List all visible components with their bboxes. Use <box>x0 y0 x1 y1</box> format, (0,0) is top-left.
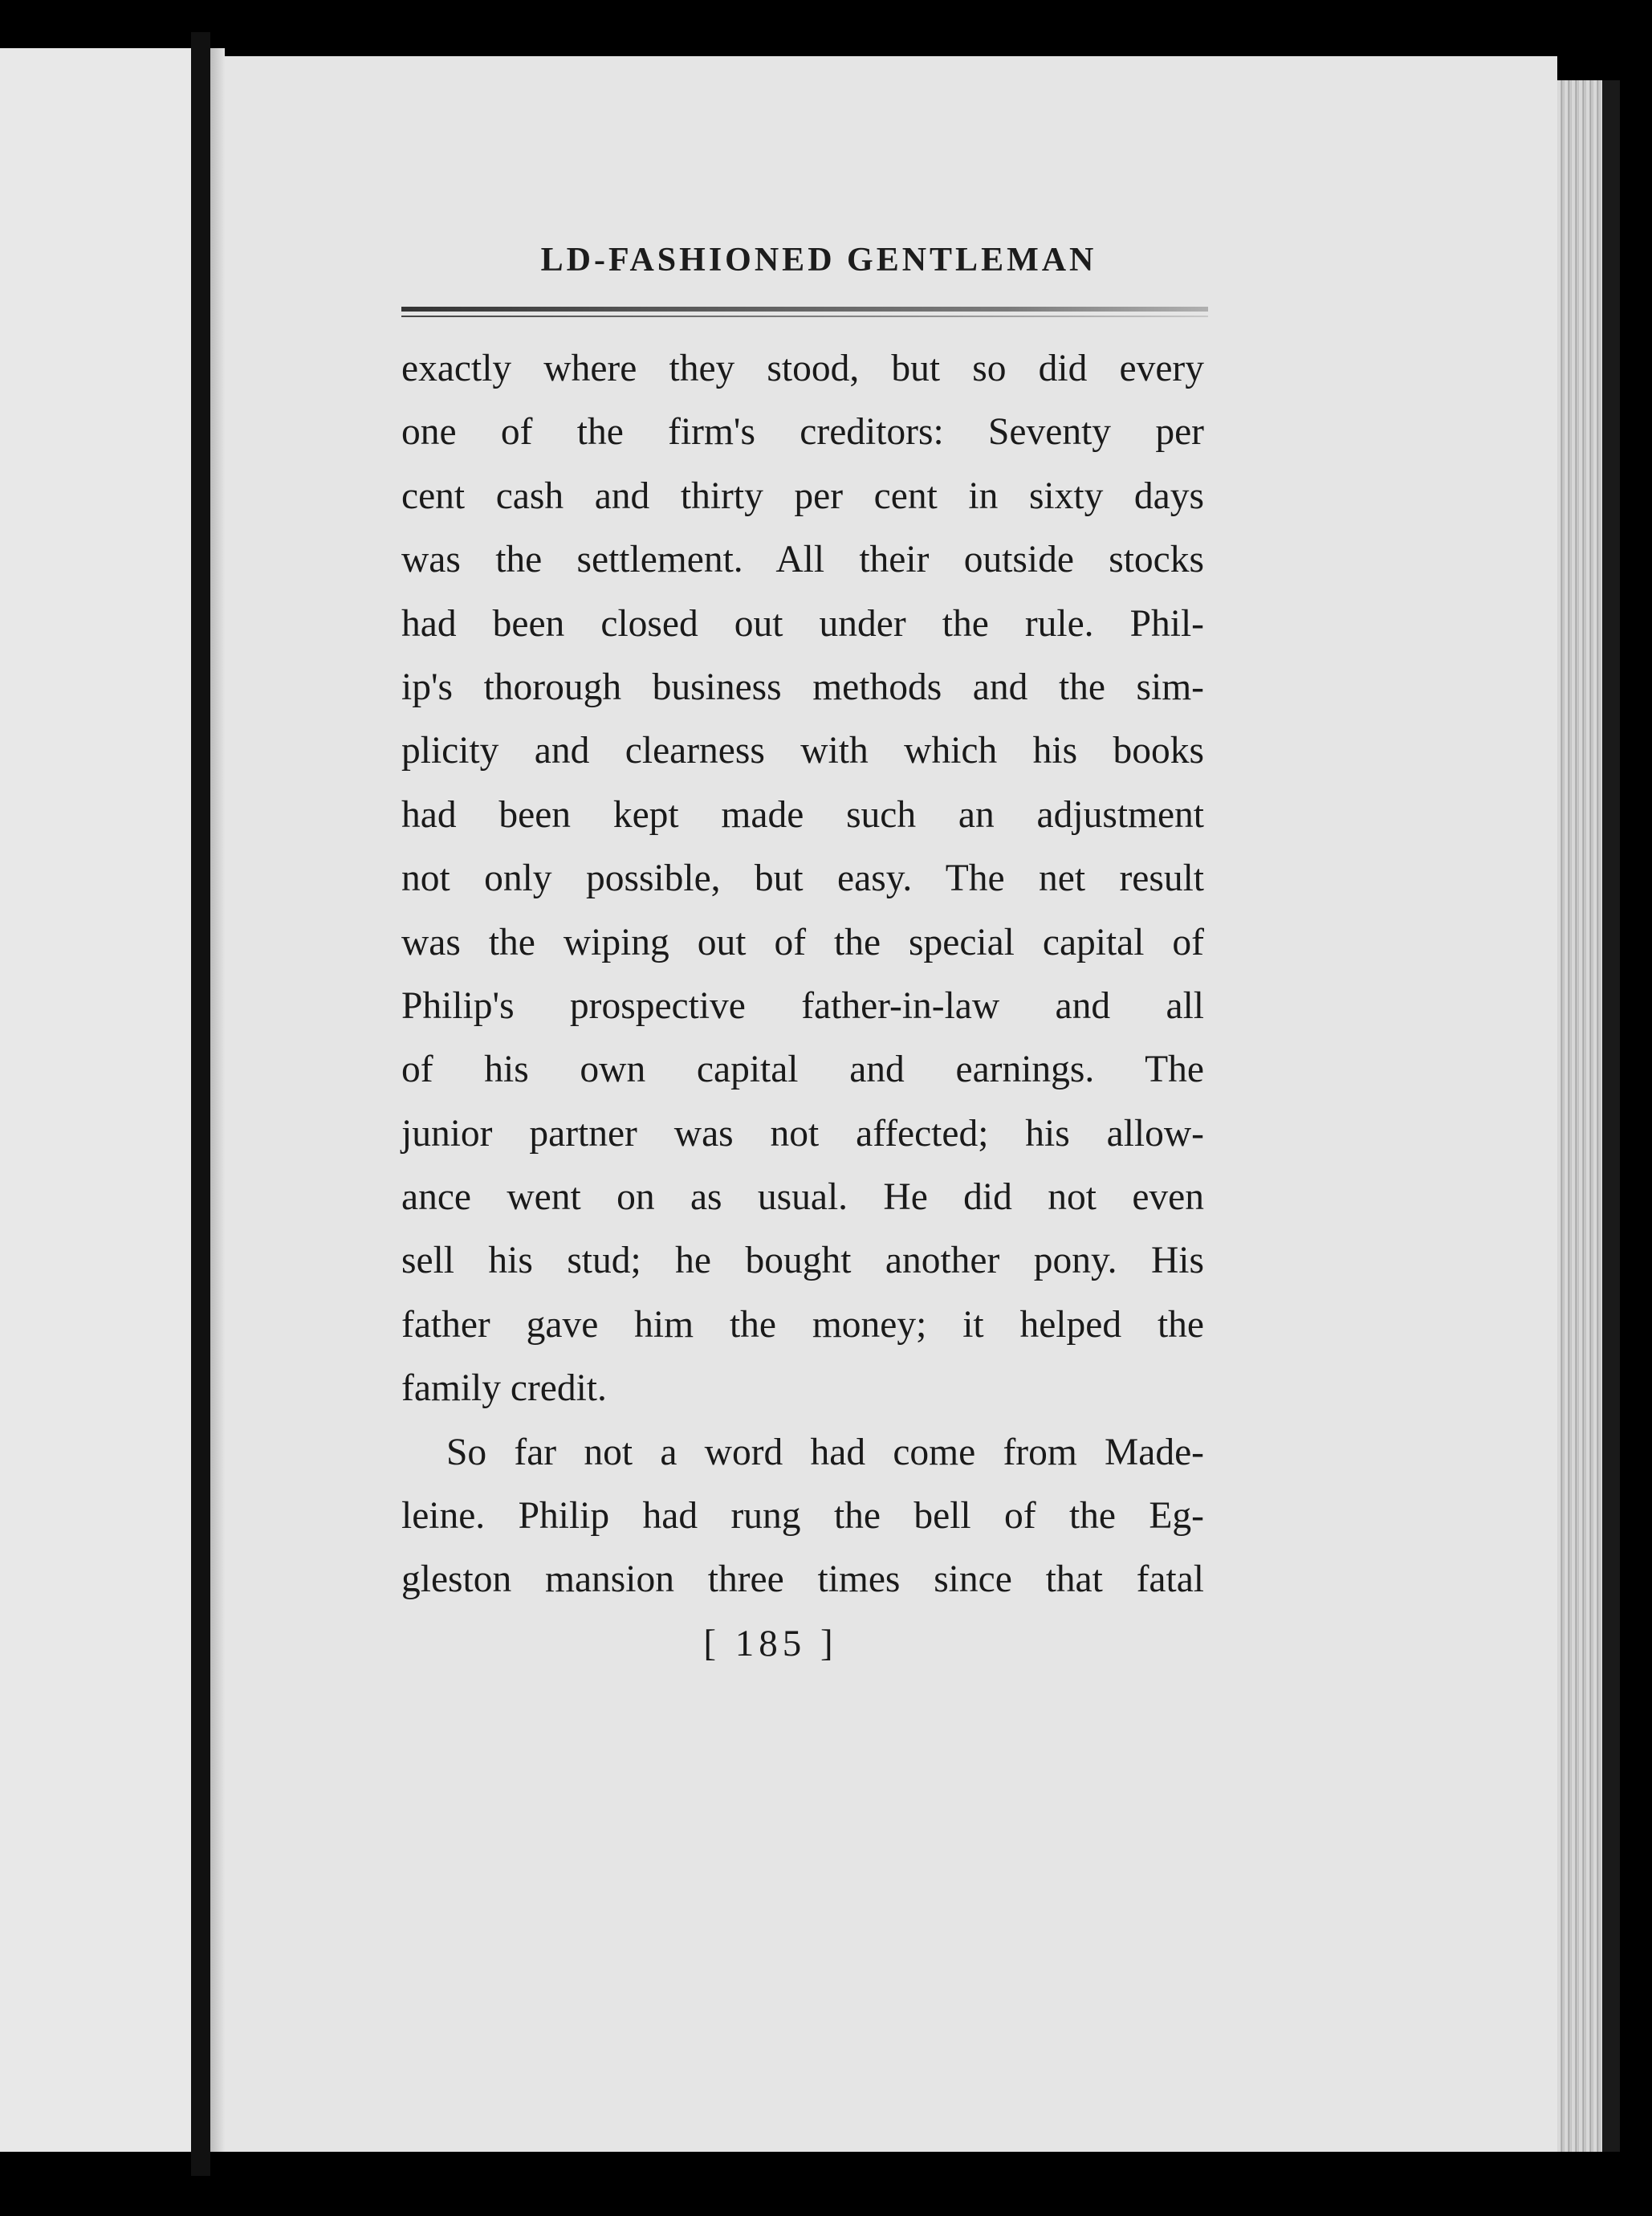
text-line: leine. Philip had rung the bell of the Eg- <box>401 1495 1204 1538</box>
text-line: junior partner was not affected; his allow- <box>401 1112 1204 1155</box>
text-line: had been closed out under the rule. Phil- <box>401 602 1204 645</box>
text-line: father gave him the money; it helped the <box>401 1303 1204 1346</box>
text-line: sell his stud; he bought another pony. His <box>401 1240 1204 1282</box>
text-line: had been kept made such an adjustment <box>401 793 1204 836</box>
gutter-shadow <box>210 48 225 2152</box>
book-gutter <box>191 32 210 2176</box>
page-number: [ 185 ] <box>703 1623 838 1664</box>
text-line: one of the firm's creditors: Seventy per <box>401 411 1204 454</box>
text-line: cent cash and thirty per cent in sixty days <box>401 475 1204 517</box>
text-line: not only possible, but easy. The net result <box>401 857 1204 900</box>
text-line: was the wiping out of the special capital of <box>401 921 1204 963</box>
text-line: ance went on as usual. He did not even <box>401 1176 1204 1219</box>
text-line: of his own capital and earnings. The <box>401 1049 1204 1091</box>
page-fore-edge <box>1557 80 1602 2152</box>
text-line: So far not a word had come from Made- <box>446 1431 1204 1473</box>
text-line: was the settlement. All their outside stocks <box>401 539 1204 581</box>
text-line: family credit. <box>401 1367 607 1410</box>
page-fore-edge-shadow <box>1602 80 1620 2152</box>
running-head: LD-FASHIONED GENTLEMAN <box>540 242 1097 279</box>
text-line: plicity and clearness with which his books <box>401 730 1204 772</box>
text-line: Philip's prospective father-in-law and all <box>401 984 1204 1027</box>
facing-page-edge <box>0 48 191 2152</box>
body-text <box>401 337 1204 1612</box>
text-line: ip's thorough business methods and the sim- <box>401 666 1204 708</box>
header-rule-thin <box>401 316 1208 317</box>
header-rule <box>401 307 1208 312</box>
text-line: gleston mansion three times since that fatal <box>401 1558 1204 1601</box>
text-line: exactly where they stood, but so did every <box>401 348 1204 389</box>
